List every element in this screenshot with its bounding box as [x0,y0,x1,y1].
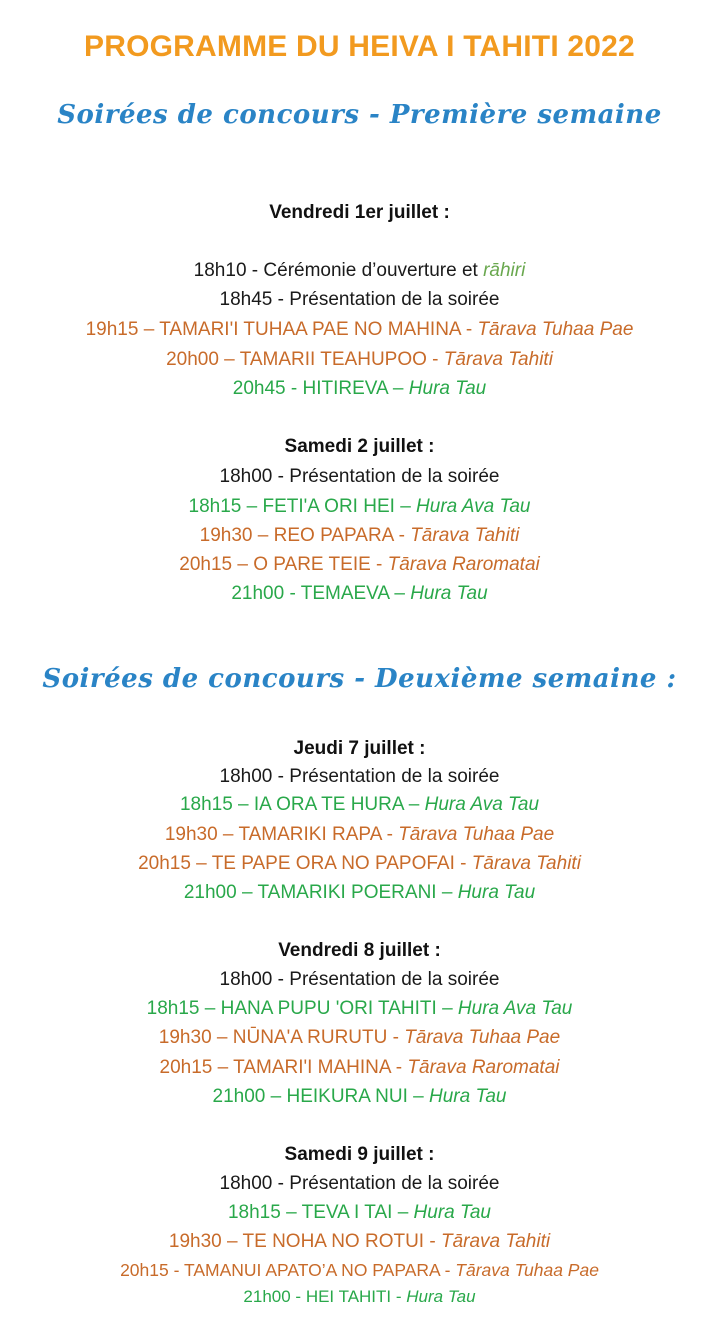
item-time: 18h00 - [219,466,290,487]
item-time: 20h15 – [179,554,254,575]
day-title: Samedi 2 juillet : [284,436,435,457]
item-name: TE PAPE ORA NO PAPOFAI - [211,853,472,874]
item-time: 19h30 – [158,1027,233,1048]
item-name: TE NOHA NO ROTUI - [242,1231,441,1252]
programme-item [0,765,719,789]
item-time: 20h15 – [138,853,212,874]
item-name: NŪNA'A RURUTU - [232,1027,405,1048]
item-time: 18h10 - [193,260,264,281]
programme-item [0,1230,719,1254]
item-time: 20h00 – [166,349,240,370]
programme-item [0,524,719,548]
item-dance-style: Tārava Tuhaa Pae [404,1027,561,1048]
item-dance-style: Hura Ava Tau [416,496,531,517]
programme-item [0,968,719,992]
programme-item [0,1258,719,1282]
item-dance-style: Tārava Tahiti [471,853,581,874]
programme-item [0,1201,719,1225]
item-name: Présentation de la soirée [289,1173,500,1194]
item-dance-style: Hura Tau [410,583,488,604]
item-dance-style: Hura Tau [408,378,487,399]
item-dance-style: Tārava Tuhaa Pae [477,319,634,340]
item-dance-style: Hura Tau [429,1086,507,1107]
week2-heading: Soirées de concours - Deuxième semaine : [42,664,677,694]
programme-item [0,259,719,283]
programme-item [0,1285,719,1309]
programme-item [0,793,719,817]
item-dance-style: Hura Tau [406,1287,476,1306]
programme-item [0,465,719,489]
item-time: 21h00 – [212,1086,287,1107]
programme-item [0,1056,719,1080]
item-time: 21h00 – [183,882,258,903]
item-dance-style: Tārava Tuhaa Pae [455,1260,599,1280]
item-name: FETI'A ORI HEI – [262,496,417,517]
programme-item [0,348,719,372]
item-time: 19h30 – [164,824,239,845]
item-name: TAMARIKI POERANI – [257,882,458,903]
item-name: O PARE TEIE - [253,554,388,575]
item-name: TAMANUI APATO’A NO PAPARA - [183,1260,456,1280]
item-name: Présentation de la soirée [289,969,500,990]
item-name: TEVA I TAI – [301,1202,414,1223]
item-time: 19h15 – [85,319,160,340]
item-dance-style: Tārava Raromatai [407,1057,560,1078]
item-time: 18h15 – [146,998,221,1019]
item-time: 20h15 – [159,1057,234,1078]
item-dance-style: Hura Tau [457,882,536,903]
item-time: 18h15 – [179,794,254,815]
item-time: 18h15 – [227,1202,302,1223]
item-name: TEMAEVA – [300,583,411,604]
item-dance-style: rāhiri [483,260,526,281]
programme-item [0,495,719,519]
item-dance-style: Hura Tau [413,1202,492,1223]
item-dance-style: Tārava Raromatai [387,554,540,575]
programme-item [0,997,719,1021]
item-name: IA ORA TE HURA – [253,794,425,815]
item-dance-style: Hura Ava Tau [424,794,540,815]
item-name: REO PAPARA - [273,525,411,546]
item-name: HEI TAHITI - [305,1287,407,1306]
item-name: TAMARI'I MAHINA - [233,1057,408,1078]
programme-item [0,881,719,905]
item-time: 21h00 - [231,583,301,604]
programme-item [0,582,719,606]
item-time: 19h30 – [199,525,274,546]
item-name: Présentation de la soirée [289,466,500,487]
item-name: Présentation de la soirée [289,289,500,310]
item-time: 19h30 – [168,1231,243,1252]
item-time: 18h00 - [219,766,290,787]
item-name: TAMARIKI RAPA - [238,824,399,845]
programme-item [0,318,719,342]
week1-heading: Soirées de concours - Première semaine [57,100,662,130]
item-name: TAMARII TEAHUPOO - [239,349,444,370]
day-title: Vendredi 1er juillet : [269,202,450,223]
programme-item [0,1085,719,1109]
programme-item [0,852,719,876]
programme-item [0,823,719,847]
item-dance-style: Tārava Tahiti [410,525,520,546]
item-time: 20h15 - [120,1260,184,1280]
item-name: HANA PUPU 'ORI TAHITI – [220,998,458,1019]
item-name: Cérémonie d’ouverture et [263,260,484,281]
day-title: Vendredi 8 juillet : [278,940,441,961]
programme-item [0,1026,719,1050]
item-dance-style: Tārava Tahiti [440,1231,551,1252]
item-time: 18h15 – [188,496,263,517]
day-title: Jeudi 7 juillet : [293,738,426,759]
item-name: HEIKURA NUI – [286,1086,430,1107]
item-time: 20h45 - [232,378,303,399]
page-title: PROGRAMME DU HEIVA I TAHITI 2022 [84,30,635,63]
programme-item [0,288,719,312]
item-name: HITIREVA – [302,378,409,399]
item-dance-style: Tārava Tahiti [443,349,553,370]
programme-item [0,553,719,577]
item-dance-style: Tārava Tuhaa Pae [398,824,555,845]
item-time: 18h45 - [219,289,290,310]
item-name: TAMARI'I TUHAA PAE NO MAHINA - [159,319,478,340]
item-time: 18h00 - [219,1173,290,1194]
item-name: Présentation de la soirée [289,766,500,787]
day-title: Samedi 9 juillet : [284,1144,435,1165]
item-time: 18h00 - [219,969,290,990]
programme-item [0,377,719,401]
programme-item [0,1172,719,1196]
item-dance-style: Hura Ava Tau [457,998,573,1019]
item-time: 21h00 - [243,1287,306,1306]
